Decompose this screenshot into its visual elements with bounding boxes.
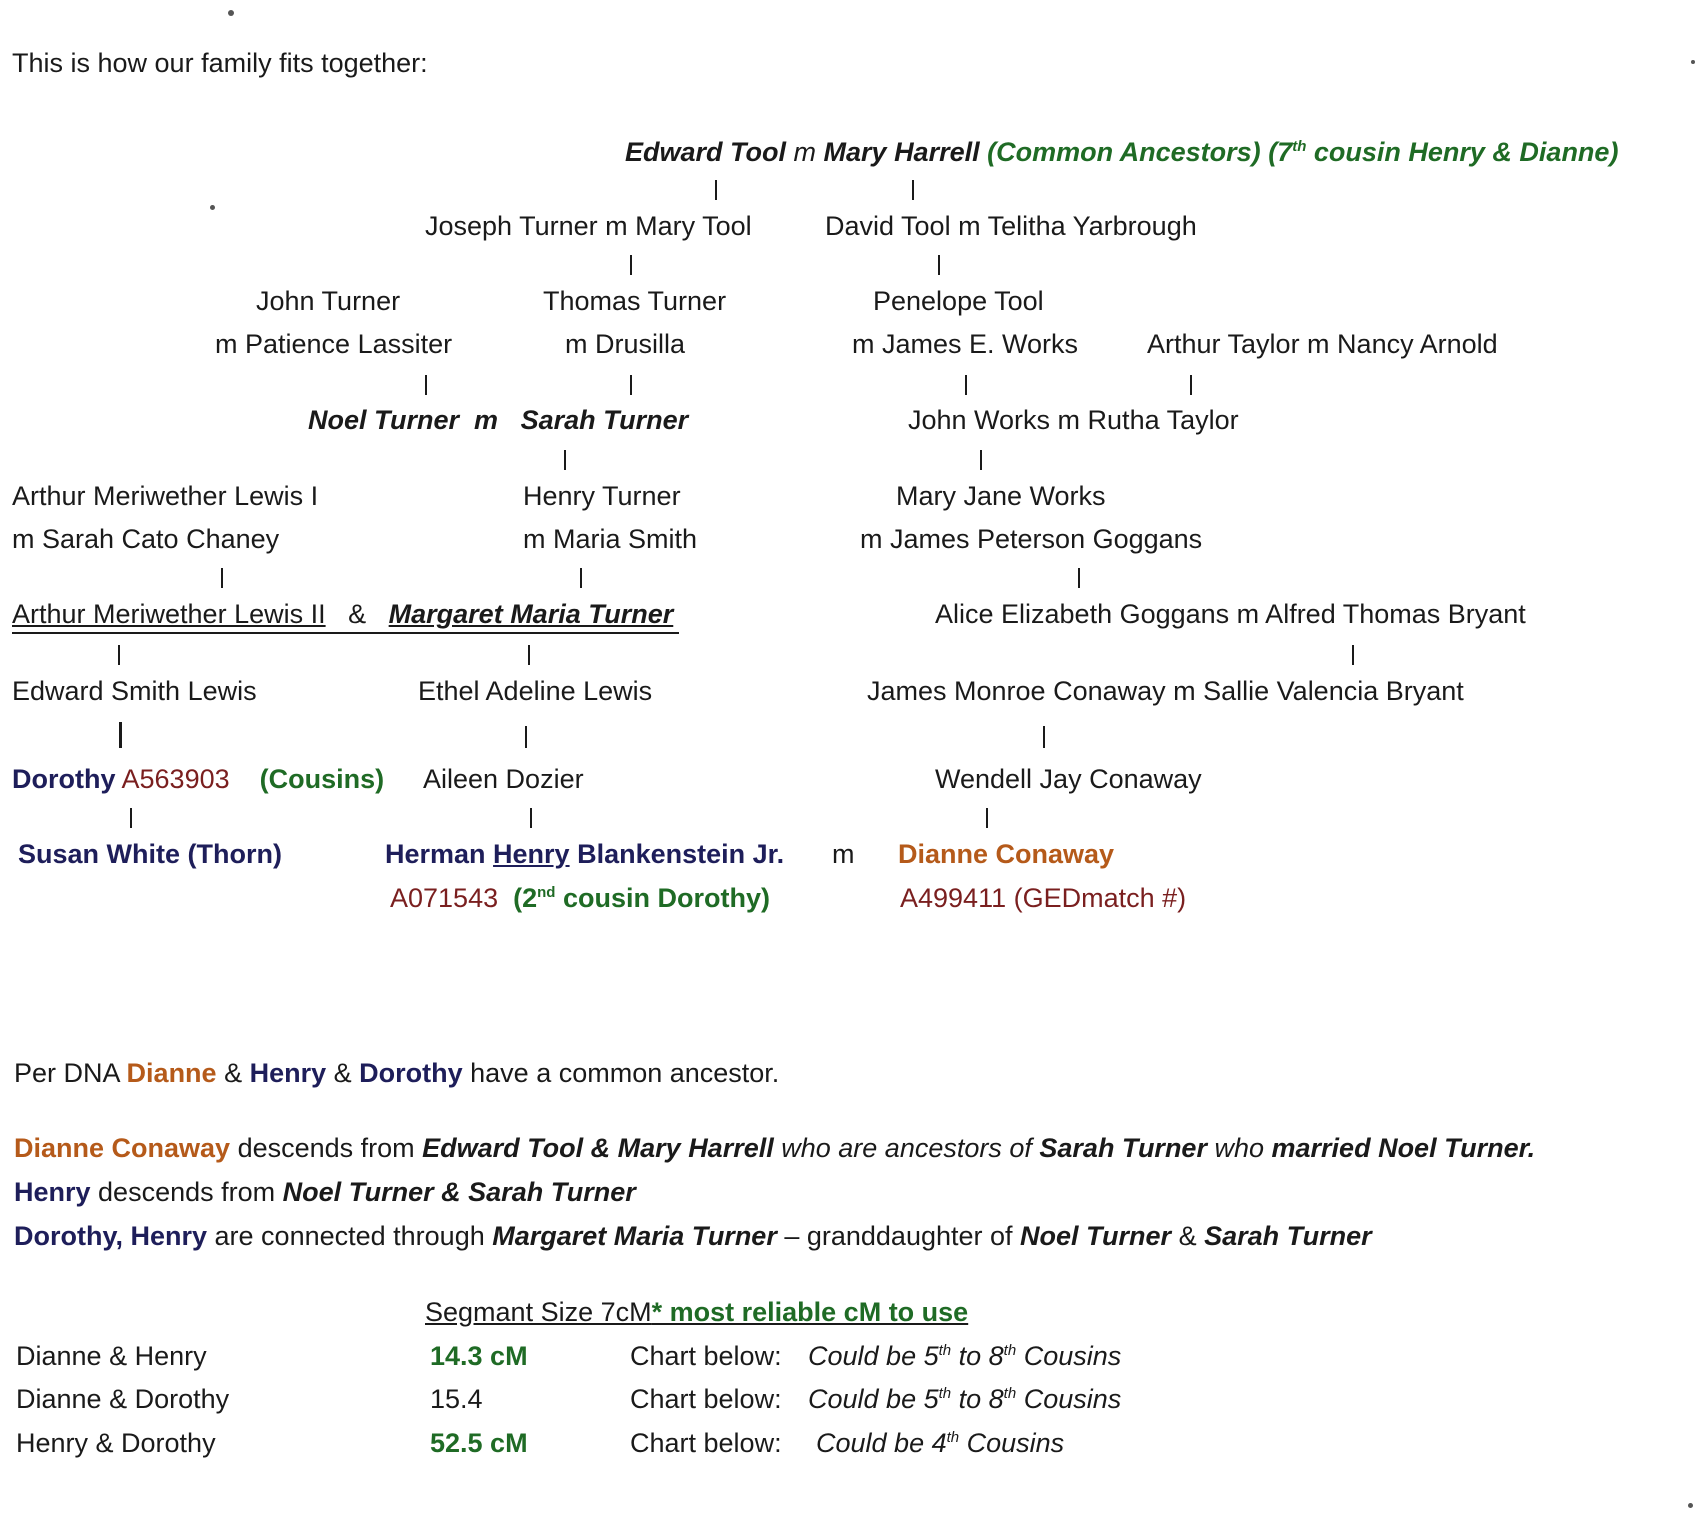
- sarah-cato-chaney: m Sarah Cato Chaney: [12, 524, 280, 554]
- dorothy-line: Dorothy A563903 (Cousins): [12, 764, 385, 794]
- james-works: m James E. Works: [852, 329, 1079, 359]
- edward-smith-lewis: Edward Smith Lewis: [12, 676, 257, 706]
- aileen-dozier: Aileen Dozier: [423, 764, 584, 794]
- connector: [1043, 726, 1045, 748]
- noel-sarah-turner: Noel Turner m Sarah Turner: [308, 405, 689, 435]
- arthur-lewis-i: Arthur Meriwether Lewis I: [12, 481, 319, 511]
- alice-goggans: Alice Elizabeth Goggans m Alfred Thomas Bryant: [935, 599, 1526, 629]
- lewis-turner-marriage: Arthur Meriwether Lewis II & Margaret Maria Turner: [12, 598, 679, 634]
- connector: [564, 450, 566, 470]
- scan-speck: [210, 205, 215, 210]
- ethel-adeline-lewis: Ethel Adeline Lewis: [418, 676, 653, 706]
- connector: [118, 645, 120, 665]
- henry-turner: Henry Turner: [523, 481, 681, 511]
- connector: [425, 375, 427, 395]
- summary-line-4: Dorothy, Henry are connected through Margaret Maria Turner – granddaughter of Noel Turner & Sarah Turner: [14, 1221, 1372, 1251]
- segment-cm: 14.3 cM: [430, 1341, 528, 1371]
- connector: [119, 722, 122, 748]
- connector: [1078, 568, 1080, 588]
- segment-chart-label: Chart below:: [630, 1428, 782, 1458]
- thomas-turner: Thomas Turner: [543, 286, 727, 316]
- segment-cousins: Could be 5th to 8th Cousins: [808, 1384, 1122, 1414]
- summary-line-1: Per DNA Dianne & Henry & Dorothy have a common ancestor.: [14, 1058, 780, 1088]
- drusilla: m Drusilla: [565, 329, 686, 359]
- connector: [715, 180, 717, 200]
- susan-white: Susan White (Thorn): [18, 839, 282, 869]
- segment-cm: 52.5 cM: [430, 1428, 528, 1458]
- connector: [986, 808, 988, 828]
- intro-text: This is how our family fits together:: [12, 48, 428, 78]
- connector: [525, 726, 527, 748]
- connector: [630, 375, 632, 395]
- connector: [130, 808, 132, 828]
- connector: [912, 180, 914, 200]
- segment-cm: 15.4: [430, 1384, 483, 1414]
- gen2-left: Joseph Turner m Mary Tool: [425, 211, 752, 241]
- connector: [1190, 375, 1192, 395]
- connector: [528, 645, 530, 665]
- segment-pair: Dianne & Henry: [16, 1341, 207, 1371]
- connector: [530, 808, 532, 828]
- james-conaway: James Monroe Conaway m Sallie Valencia Bryant: [867, 676, 1464, 706]
- segment-chart-label: Chart below:: [630, 1384, 782, 1414]
- connector: [1352, 645, 1354, 665]
- segment-pair: Dianne & Dorothy: [16, 1384, 230, 1414]
- henry-kit-line: A071543 (2nd cousin Dorothy): [390, 883, 770, 913]
- arthur-taylor: Arthur Taylor m Nancy Arnold: [1147, 329, 1498, 359]
- segment-header: Segmant Size 7cM* most reliable cM to use: [425, 1297, 969, 1327]
- summary-line-2: Dianne Conaway descends from Edward Tool & Mary Harrell who are ancestors of Sarah Turner who married Noel Turner.: [14, 1133, 1536, 1163]
- james-goggans: m James Peterson Goggans: [860, 524, 1203, 554]
- patience-lassiter: m Patience Lassiter: [215, 329, 453, 359]
- john-turner: John Turner: [256, 286, 401, 316]
- common-ancestors-line: Edward Tool m Mary Harrell (Common Ancestors) (7th cousin Henry & Dianne): [625, 137, 1619, 167]
- john-works: John Works m Rutha Taylor: [908, 405, 1239, 435]
- henry-dianne-marriage-m: m: [832, 839, 855, 869]
- segment-cousins: Could be 4th Cousins: [816, 1428, 1065, 1458]
- gen2-right: David Tool m Telitha Yarbrough: [825, 211, 1197, 241]
- scan-speck: [1691, 60, 1695, 64]
- penelope-tool: Penelope Tool: [873, 286, 1044, 316]
- connector: [980, 450, 982, 470]
- connector: [630, 255, 632, 275]
- summary-line-3: Henry descends from Noel Turner & Sarah Turner: [14, 1177, 636, 1207]
- connector: [221, 568, 223, 588]
- wendell-conaway: Wendell Jay Conaway: [935, 764, 1202, 794]
- segment-chart-label: Chart below:: [630, 1341, 782, 1371]
- maria-smith: m Maria Smith: [523, 524, 698, 554]
- segment-pair: Henry & Dorothy: [16, 1428, 216, 1458]
- connector: [965, 375, 967, 395]
- dianne-kit-line: A499411 (GEDmatch #): [900, 883, 1187, 913]
- connector: [938, 255, 940, 275]
- herman-henry-blankenstein: Herman Henry Blankenstein Jr.: [385, 839, 785, 869]
- scan-speck: [228, 10, 234, 16]
- connector: [580, 568, 582, 588]
- mary-jane-works: Mary Jane Works: [896, 481, 1106, 511]
- segment-cousins: Could be 5th to 8th Cousins: [808, 1341, 1122, 1371]
- dianne-conaway: Dianne Conaway: [898, 839, 1115, 869]
- scan-speck: [1688, 1503, 1693, 1508]
